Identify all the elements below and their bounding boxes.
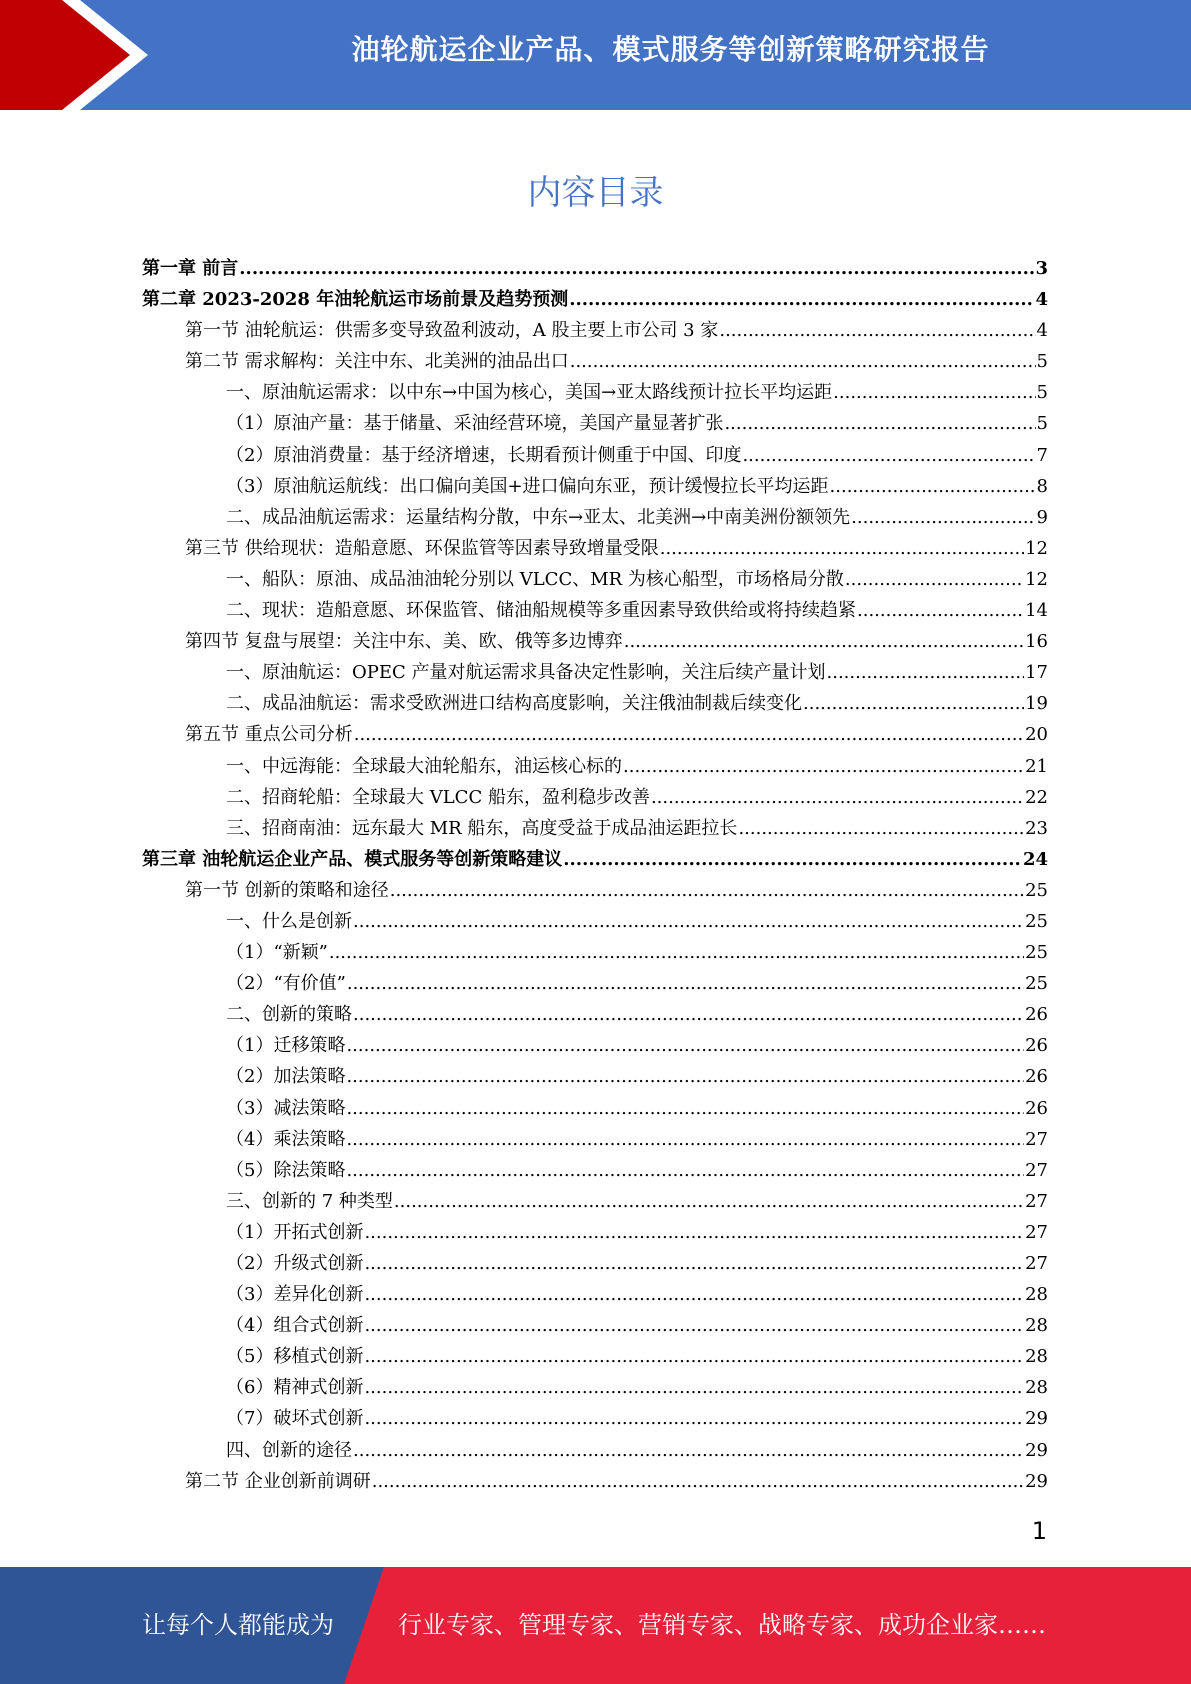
toc-entry-title: 三、创新的 7 种类型 [226, 1190, 393, 1212]
toc-entry-page: 24 [1022, 848, 1048, 870]
toc-leader-dots [623, 756, 1024, 777]
toc-entry-page: 29 [1025, 1408, 1048, 1430]
toc-entry[interactable] [142, 1280, 1048, 1311]
toc-entry-page: 27 [1025, 1159, 1048, 1181]
toc-entry-title: （1）原油产量：基于储量、采油经营环境，美国产量显著扩张 [226, 413, 724, 435]
toc-entry-title: 第二节 企业创新前调研 [185, 1470, 371, 1492]
toc-entry-page: 26 [1025, 1097, 1048, 1119]
toc-entry[interactable] [142, 409, 1048, 440]
toc-leader-dots [851, 507, 1035, 528]
toc-leader-dots [353, 1440, 1024, 1461]
toc-entry-title: 一、中远海能：全球最大油轮船东，油运核心标的 [226, 755, 622, 777]
toc-entry[interactable] [142, 347, 1048, 378]
toc-leader-dots [660, 538, 1024, 559]
toc-entry-page: 7 [1036, 444, 1048, 466]
toc-entry-title: 三、招商南油：远东最大 MR 船东，高度受益于成品油运距拉长 [226, 817, 738, 839]
toc-entry-page: 26 [1025, 1004, 1048, 1026]
toc-entry[interactable] [142, 1467, 1048, 1498]
toc-entry-page: 19 [1025, 693, 1048, 715]
chevron-arrow-icon [0, 0, 150, 110]
toc-entry[interactable] [142, 1094, 1048, 1125]
toc-entry-title: 第一节 油轮航运：供需多变导致盈利波动，A 股主要上市公司 3 家 [185, 320, 719, 342]
toc-leader-dots [830, 476, 1036, 497]
toc-entry[interactable] [142, 814, 1048, 845]
toc-leader-dots [364, 1253, 1024, 1274]
toc-entry-page: 25 [1025, 879, 1048, 901]
toc-entry[interactable] [142, 1373, 1048, 1404]
toc-leader-dots [364, 1377, 1024, 1398]
toc-entry-page: 25 [1025, 942, 1048, 964]
toc-entry-page: 28 [1025, 1377, 1048, 1399]
toc-leader-dots [346, 1160, 1024, 1181]
toc-entry-page: 16 [1025, 631, 1048, 653]
toc-entry-title: 二、现状：造船意愿、环保监管、储油船规模等多重因素导致供给或将持续趋紧 [226, 600, 856, 622]
toc-entry[interactable] [142, 1436, 1048, 1467]
toc-leader-dots [346, 1066, 1024, 1087]
toc-entry[interactable] [142, 441, 1048, 472]
toc-entry[interactable] [142, 596, 1048, 627]
toc-entry[interactable] [142, 1031, 1048, 1062]
toc-leader-dots [364, 1222, 1024, 1243]
toc-entry[interactable] [142, 1311, 1048, 1342]
toc-entry-title: （5）移植式创新 [226, 1346, 364, 1368]
toc-entry-title: 第二节 需求解构：关注中东、北美洲的油品出口 [185, 351, 569, 373]
toc-entry-title: （3）减法策略 [226, 1097, 346, 1119]
toc-entry[interactable] [142, 969, 1048, 1000]
toc-entry-page: 4 [1036, 320, 1048, 342]
toc-leader-dots [364, 1346, 1024, 1367]
toc-leader-dots [833, 382, 1035, 403]
toc-entry-title: 四、创新的途径 [226, 1439, 352, 1461]
toc-entry-title: （2）加法策略 [226, 1066, 346, 1088]
toc-entry-page: 29 [1025, 1439, 1048, 1461]
toc-entry[interactable] [142, 627, 1048, 658]
toc-entry[interactable] [142, 1249, 1048, 1280]
toc-leader-dots [239, 258, 1034, 279]
toc-leader-dots [346, 1129, 1024, 1150]
toc-leader-dots [394, 1191, 1024, 1212]
toc-entry-title: （2）升级式创新 [226, 1253, 364, 1274]
footer-slogan-left: 让每个人都能成为 [142, 1611, 334, 1639]
toc-entry-page: 3 [1035, 258, 1048, 279]
report-title: 油轮航运企业产品、模式服务等创新策略研究报告 [351, 33, 990, 66]
toc-entry-page: 28 [1025, 1346, 1048, 1368]
toc-entry-title: 第一章 前言 [142, 258, 239, 279]
toc-entry-title: （2）原油消费量：基于经济增速，长期看预计侧重于中国、印度 [226, 444, 742, 466]
toc-entry-title: （1）迁移策略 [226, 1035, 346, 1057]
toc-entry[interactable] [142, 783, 1048, 814]
toc-entry[interactable] [142, 845, 1048, 876]
toc-leader-dots [738, 818, 1024, 839]
toc-entry[interactable] [142, 565, 1048, 596]
toc-entry-page: 26 [1025, 1066, 1048, 1088]
toc-entry-title: （2）“有价值” [226, 973, 346, 995]
toc-leader-dots [364, 1315, 1024, 1336]
toc-entry-page: 17 [1025, 662, 1048, 684]
page-footer [0, 1567, 1191, 1684]
toc-entry-title: 二、招商轮船：全球最大 VLCC 船东，盈利稳步改善 [226, 786, 650, 808]
toc-leader-dots [364, 1284, 1024, 1305]
toc-entry-title: （5）除法策略 [226, 1159, 346, 1181]
toc-entry[interactable] [142, 1156, 1048, 1187]
toc-entry[interactable] [142, 720, 1048, 751]
toc-entry[interactable] [142, 503, 1048, 534]
toc-leader-dots [390, 880, 1024, 901]
toc-entry[interactable] [142, 472, 1048, 503]
toc-leader-dots [563, 849, 1022, 870]
toc-entry-title: （6）精神式创新 [226, 1377, 364, 1399]
toc-leader-dots [724, 413, 1035, 434]
toc-entry[interactable] [142, 1187, 1048, 1218]
toc-entry[interactable] [142, 689, 1048, 720]
toc-leader-dots [651, 787, 1024, 808]
toc-leader-dots [354, 724, 1024, 745]
toc-entry-page: 12 [1025, 568, 1048, 590]
toc-entry-title: 第三节 供给现状：造船意愿、环保监管等因素导致增量受限 [185, 537, 659, 559]
toc-entry-page: 25 [1025, 973, 1048, 995]
table-of-contents [142, 254, 1048, 1498]
toc-entry-page: 5 [1036, 382, 1048, 404]
toc-entry-title: 二、成品油航运需求：运量结构分散，中东→亚太、北美洲→中南美洲份额领先 [226, 506, 851, 528]
toc-entry[interactable] [142, 1404, 1048, 1435]
footer-slogan-right: 行业专家、管理专家、营销专家、战略专家、成功企业家…… [398, 1611, 1046, 1639]
toc-entry[interactable] [142, 1000, 1048, 1031]
toc-entry[interactable] [142, 316, 1048, 347]
toc-entry[interactable] [142, 1062, 1048, 1093]
toc-entry[interactable] [142, 938, 1048, 969]
toc-leader-dots [347, 973, 1024, 994]
toc-entry-page: 25 [1025, 910, 1048, 932]
toc-leader-dots [624, 631, 1024, 652]
toc-entry-title: 一、原油航运需求：以中东→中国为核心，美国→亚太路线预计拉长平均运距 [226, 382, 833, 404]
toc-entry[interactable] [142, 876, 1048, 907]
toc-entry-title: 第四节 复盘与展望：关注中东、美、欧、俄等多边博弈 [185, 631, 623, 653]
toc-entry-page: 8 [1036, 475, 1048, 497]
toc-entry[interactable] [142, 907, 1048, 938]
toc-leader-dots [353, 911, 1024, 932]
toc-entry[interactable] [142, 1125, 1048, 1156]
toc-leader-dots [570, 351, 1036, 372]
toc-entry-page: 9 [1036, 506, 1048, 528]
toc-entry[interactable] [142, 378, 1048, 409]
toc-leader-dots [719, 320, 1035, 341]
toc-leader-dots [346, 1098, 1024, 1119]
toc-entry-page: 28 [1025, 1284, 1048, 1306]
toc-entry-page: 29 [1025, 1470, 1048, 1492]
toc-entry-page: 27 [1025, 1221, 1048, 1243]
toc-entry-title: （4）组合式创新 [226, 1315, 364, 1337]
toc-entry-title: （1）“新颖” [226, 942, 328, 964]
toc-entry-title: 第二章 2023-2028 年油轮航运市场前景及趋势预测 [142, 289, 569, 311]
toc-leader-dots [827, 662, 1025, 683]
toc-entry-title: 二、成品油航运：需求受欧洲进口结构高度影响，关注俄油制裁后续变化 [226, 693, 802, 715]
toc-entry[interactable] [142, 254, 1048, 285]
toc-leader-dots [845, 569, 1024, 590]
toc-entry-title: 一、船队：原油、成品油油轮分别以 VLCC、MR 为核心船型，市场格局分散 [226, 568, 844, 590]
toc-entry[interactable] [142, 658, 1048, 689]
toc-leader-dots [742, 445, 1035, 466]
toc-entry-title: 第一节 创新的策略和途径 [185, 879, 389, 901]
toc-entry-page: 27 [1025, 1190, 1048, 1212]
toc-leader-dots [329, 942, 1024, 963]
page-number: 1 [1031, 1517, 1047, 1545]
toc-entry[interactable] [142, 285, 1048, 316]
page-header [0, 0, 1191, 110]
toc-entry-page: 27 [1025, 1253, 1048, 1274]
toc-entry[interactable] [142, 534, 1048, 565]
toc-entry-title: 一、原油航运：OPEC 产量对航运需求具备决定性影响，关注后续产量计划 [226, 662, 826, 684]
toc-entry[interactable] [142, 1342, 1048, 1373]
toc-leader-dots [569, 289, 1034, 310]
toc-leader-dots [372, 1471, 1024, 1492]
toc-entry-page: 5 [1036, 351, 1048, 373]
toc-entry-title: （3）原油航运航线：出口偏向美国+进口偏向东亚，预计缓慢拉长平均运距 [226, 475, 829, 497]
toc-entry-page: 21 [1025, 755, 1048, 777]
toc-leader-dots [857, 600, 1024, 621]
toc-entry-page: 5 [1036, 413, 1048, 435]
toc-entry-title: 一、什么是创新 [226, 910, 352, 932]
toc-entry-page: 14 [1025, 600, 1048, 622]
toc-entry-page: 4 [1035, 289, 1048, 311]
toc-entry-page: 20 [1025, 724, 1048, 746]
toc-entry-title: （4）乘法策略 [226, 1128, 346, 1150]
toc-leader-dots [346, 1035, 1024, 1056]
toc-entry-page: 27 [1025, 1128, 1048, 1150]
toc-entry[interactable] [142, 1218, 1048, 1249]
toc-heading: 内容目录 [527, 173, 664, 213]
toc-leader-dots [353, 1004, 1024, 1025]
toc-entry-title: 二、创新的策略 [226, 1004, 352, 1026]
toc-entry[interactable] [142, 752, 1048, 783]
toc-entry-title: 第五节 重点公司分析 [185, 724, 353, 746]
toc-entry-title: （1）开拓式创新 [226, 1221, 364, 1243]
toc-leader-dots [803, 693, 1024, 714]
toc-entry-title: 第三章 油轮航运企业产品、模式服务等创新策略建议 [142, 848, 563, 870]
toc-entry-page: 23 [1025, 817, 1048, 839]
toc-entry-page: 28 [1025, 1315, 1048, 1337]
toc-entry-title: （3）差异化创新 [226, 1284, 364, 1306]
toc-leader-dots [364, 1408, 1024, 1429]
toc-entry-page: 12 [1025, 537, 1048, 559]
toc-entry-page: 26 [1025, 1035, 1048, 1057]
toc-entry-page: 22 [1025, 786, 1048, 808]
toc-entry-title: （7）破坏式创新 [226, 1408, 364, 1430]
